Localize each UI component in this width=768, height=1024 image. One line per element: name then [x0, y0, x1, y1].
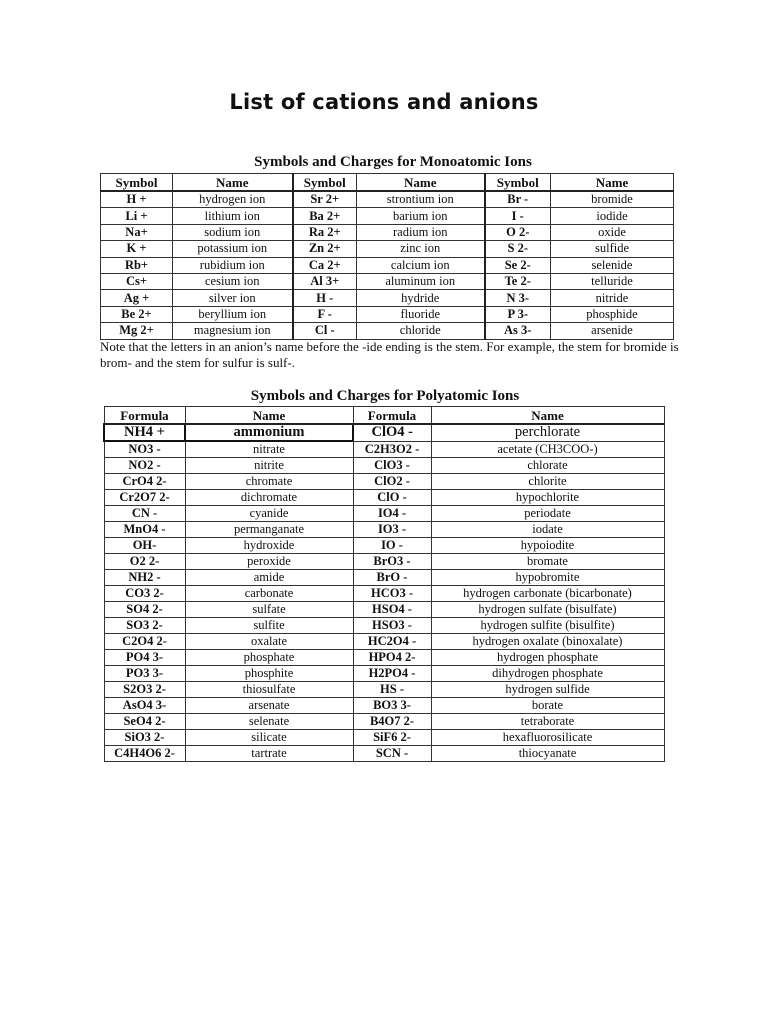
ion-formula-cell: OH-: [104, 538, 185, 554]
ion-symbol-cell: Br -: [485, 191, 551, 208]
ion-name-cell: thiosulfate: [185, 682, 353, 698]
ion-name-cell: bromide: [551, 191, 674, 208]
ion-name-cell: sulfate: [185, 602, 353, 618]
table-row: [104, 698, 664, 714]
ion-name-cell: hypoiodite: [431, 538, 664, 554]
monoatomic-ions-table: [100, 173, 674, 340]
ion-symbol-cell: Be 2+: [101, 306, 173, 322]
table-row: [101, 273, 674, 289]
table-row: [101, 191, 674, 208]
column-header-name: Name: [431, 407, 664, 425]
table-row: [104, 441, 664, 458]
ion-symbol-cell: K +: [101, 241, 173, 257]
table-row: [104, 714, 664, 730]
ion-symbol-cell: Zn 2+: [293, 241, 357, 257]
ion-symbol-cell: I -: [485, 208, 551, 224]
ion-formula-cell: IO3 -: [353, 522, 431, 538]
table-row: [104, 602, 664, 618]
ion-symbol-cell: Mg 2+: [101, 323, 173, 339]
ion-symbol-cell: Ra 2+: [293, 224, 357, 240]
ion-name-cell: phosphite: [185, 666, 353, 682]
column-header-name: Name: [357, 174, 485, 192]
ion-formula-cell: SiO3 2-: [104, 730, 185, 746]
column-header-formula: Formula: [353, 407, 431, 425]
ion-name-cell: magnesium ion: [173, 323, 293, 339]
table-row: [104, 570, 664, 586]
table-row: [101, 224, 674, 240]
ion-name-cell: carbonate: [185, 586, 353, 602]
table-row: [104, 634, 664, 650]
ion-formula-cell: B4O7 2-: [353, 714, 431, 730]
monoatomic-ions-body: [101, 191, 674, 339]
polyatomic-ions-table: [103, 406, 665, 762]
ion-symbol-cell: Ba 2+: [293, 208, 357, 224]
ion-formula-cell: C2H3O2 -: [353, 441, 431, 458]
ion-symbol-cell: H +: [101, 191, 173, 208]
table-row: [101, 306, 674, 322]
ion-name-cell: hypochlorite: [431, 490, 664, 506]
table-row: [101, 290, 674, 306]
ion-name-cell: sodium ion: [173, 224, 293, 240]
ion-symbol-cell: As 3-: [485, 323, 551, 339]
ion-name-cell: cesium ion: [173, 273, 293, 289]
column-header-symbol: Symbol: [101, 174, 173, 192]
table-row: [104, 618, 664, 634]
ion-symbol-cell: Li +: [101, 208, 173, 224]
ion-formula-cell: ClO3 -: [353, 458, 431, 474]
table-row: [104, 424, 664, 441]
ion-symbol-cell: N 3-: [485, 290, 551, 306]
ion-formula-cell: NH4 +: [104, 424, 185, 441]
ion-symbol-cell: Te 2-: [485, 273, 551, 289]
ion-formula-cell: Cr2O7 2-: [104, 490, 185, 506]
table-row: [104, 730, 664, 746]
ion-formula-cell: C4H4O6 2-: [104, 746, 185, 762]
ion-name-cell: selenate: [185, 714, 353, 730]
ion-symbol-cell: P 3-: [485, 306, 551, 322]
ion-formula-cell: CrO4 2-: [104, 474, 185, 490]
table-row: [104, 650, 664, 666]
ion-name-cell: silver ion: [173, 290, 293, 306]
table-row: [104, 554, 664, 570]
ion-name-cell: hydrogen sulfate (bisulfate): [431, 602, 664, 618]
ion-symbol-cell: Na+: [101, 224, 173, 240]
ion-formula-cell: BO3 3-: [353, 698, 431, 714]
table-row: [104, 506, 664, 522]
table-row: [101, 323, 674, 339]
ion-name-cell: silicate: [185, 730, 353, 746]
ion-symbol-cell: Ca 2+: [293, 257, 357, 273]
ion-name-cell: hydrogen carbonate (bicarbonate): [431, 586, 664, 602]
ion-name-cell: periodate: [431, 506, 664, 522]
ion-name-cell: chlorite: [431, 474, 664, 490]
ion-name-cell: aluminum ion: [357, 273, 485, 289]
table-row: [104, 522, 664, 538]
table-row: [101, 208, 674, 224]
ion-name-cell: tetraborate: [431, 714, 664, 730]
table-row: [104, 586, 664, 602]
ion-formula-cell: BrO -: [353, 570, 431, 586]
ion-symbol-cell: Se 2-: [485, 257, 551, 273]
ion-name-cell: hydrogen oxalate (binoxalate): [431, 634, 664, 650]
ion-name-cell: iodate: [431, 522, 664, 538]
ion-symbol-cell: Cl -: [293, 323, 357, 339]
ion-name-cell: acetate (CH3COO-): [431, 441, 664, 458]
ion-name-cell: strontium ion: [357, 191, 485, 208]
ion-symbol-cell: O 2-: [485, 224, 551, 240]
ion-symbol-cell: Ag +: [101, 290, 173, 306]
ion-formula-cell: SCN -: [353, 746, 431, 762]
ion-name-cell: permanganate: [185, 522, 353, 538]
ion-name-cell: phosphate: [185, 650, 353, 666]
ion-name-cell: potassium ion: [173, 241, 293, 257]
ion-name-cell: nitrite: [185, 458, 353, 474]
ion-formula-cell: PO4 3-: [104, 650, 185, 666]
ion-name-cell: beryllium ion: [173, 306, 293, 322]
ion-name-cell: thiocyanate: [431, 746, 664, 762]
ion-symbol-cell: F -: [293, 306, 357, 322]
ion-name-cell: nitride: [551, 290, 674, 306]
ion-name-cell: hydrogen ion: [173, 191, 293, 208]
ion-name-cell: arsenide: [551, 323, 674, 339]
table-row: [104, 490, 664, 506]
ion-formula-cell: IO -: [353, 538, 431, 554]
monoatomic-header-row: [101, 174, 674, 192]
ion-name-cell: zinc ion: [357, 241, 485, 257]
ion-name-cell: hypobromite: [431, 570, 664, 586]
ion-name-cell: hydrogen sulfide: [431, 682, 664, 698]
table-row: [104, 682, 664, 698]
ion-symbol-cell: S 2-: [485, 241, 551, 257]
table-row: [104, 538, 664, 554]
ion-name-cell: radium ion: [357, 224, 485, 240]
ion-name-cell: oxalate: [185, 634, 353, 650]
ion-name-cell: dihydrogen phosphate: [431, 666, 664, 682]
column-header-name: Name: [173, 174, 293, 192]
ion-formula-cell: HC2O4 -: [353, 634, 431, 650]
ion-formula-cell: NO3 -: [104, 441, 185, 458]
ion-formula-cell: HPO4 2-: [353, 650, 431, 666]
table-row: [104, 474, 664, 490]
ion-name-cell: hydroxide: [185, 538, 353, 554]
ion-name-cell: perchlorate: [431, 424, 664, 441]
ion-name-cell: bromate: [431, 554, 664, 570]
ion-formula-cell: HCO3 -: [353, 586, 431, 602]
ion-name-cell: phosphide: [551, 306, 674, 322]
ion-name-cell: tartrate: [185, 746, 353, 762]
ion-name-cell: barium ion: [357, 208, 485, 224]
ion-formula-cell: MnO4 -: [104, 522, 185, 538]
polyatomic-header-row: [104, 407, 664, 425]
ion-name-cell: amide: [185, 570, 353, 586]
ion-symbol-cell: Rb+: [101, 257, 173, 273]
column-header-symbol: Symbol: [293, 174, 357, 192]
ion-name-cell: selenide: [551, 257, 674, 273]
table-row: [104, 746, 664, 762]
column-header-name: Name: [185, 407, 353, 425]
ion-name-cell: hydrogen sulfite (bisulfite): [431, 618, 664, 634]
ion-symbol-cell: Al 3+: [293, 273, 357, 289]
ion-symbol-cell: Sr 2+: [293, 191, 357, 208]
ion-formula-cell: BrO3 -: [353, 554, 431, 570]
table-row: [101, 257, 674, 273]
ion-name-cell: sulfite: [185, 618, 353, 634]
ion-formula-cell: AsO4 3-: [104, 698, 185, 714]
ion-name-cell: oxide: [551, 224, 674, 240]
ion-name-cell: hexafluorosilicate: [431, 730, 664, 746]
ion-formula-cell: ClO -: [353, 490, 431, 506]
column-header-formula: Formula: [104, 407, 185, 425]
ion-name-cell: chlorate: [431, 458, 664, 474]
ion-name-cell: cyanide: [185, 506, 353, 522]
ion-name-cell: arsenate: [185, 698, 353, 714]
ion-name-cell: chromate: [185, 474, 353, 490]
table-row: [101, 241, 674, 257]
ion-name-cell: chloride: [357, 323, 485, 339]
column-header-symbol: Symbol: [485, 174, 551, 192]
polyatomic-ions-title: Symbols and Charges for Polyatomic Ions: [250, 388, 520, 404]
ion-formula-cell: HSO3 -: [353, 618, 431, 634]
ion-name-cell: hydrogen phosphate: [431, 650, 664, 666]
ion-name-cell: rubidium ion: [173, 257, 293, 273]
page-title: List of cations and anions: [229, 90, 539, 114]
ion-name-cell: lithium ion: [173, 208, 293, 224]
ion-formula-cell: O2 2-: [104, 554, 185, 570]
ion-formula-cell: SO4 2-: [104, 602, 185, 618]
monoatomic-ions-title: Symbols and Charges for Monoatomic Ions: [254, 154, 532, 170]
ion-name-cell: telluride: [551, 273, 674, 289]
ion-formula-cell: NO2 -: [104, 458, 185, 474]
ion-name-cell: sulfide: [551, 241, 674, 257]
ion-name-cell: nitrate: [185, 441, 353, 458]
ion-name-cell: calcium ion: [357, 257, 485, 273]
ion-formula-cell: CO3 2-: [104, 586, 185, 602]
ion-symbol-cell: H -: [293, 290, 357, 306]
ion-formula-cell: ClO2 -: [353, 474, 431, 490]
table-row: [104, 666, 664, 682]
ion-name-cell: hydride: [357, 290, 485, 306]
ion-formula-cell: ClO4 -: [353, 424, 431, 441]
stem-note: Note that the letters in an anion’s name before the -ide ending is the stem. For example, the stem for bromide is brom- and the stem for sulfur is sulf-.: [100, 339, 679, 370]
ion-formula-cell: S2O3 2-: [104, 682, 185, 698]
ion-formula-cell: SiF6 2-: [353, 730, 431, 746]
ion-name-cell: fluoride: [357, 306, 485, 322]
ion-formula-cell: SeO4 2-: [104, 714, 185, 730]
ion-name-cell: dichromate: [185, 490, 353, 506]
ion-formula-cell: C2O4 2-: [104, 634, 185, 650]
ion-name-cell: ammonium: [185, 424, 353, 441]
column-header-name: Name: [551, 174, 674, 192]
ion-name-cell: borate: [431, 698, 664, 714]
ion-formula-cell: NH2 -: [104, 570, 185, 586]
ion-name-cell: iodide: [551, 208, 674, 224]
ion-formula-cell: SO3 2-: [104, 618, 185, 634]
ion-formula-cell: HSO4 -: [353, 602, 431, 618]
ion-formula-cell: IO4 -: [353, 506, 431, 522]
ion-formula-cell: H2PO4 -: [353, 666, 431, 682]
ion-symbol-cell: Cs+: [101, 273, 173, 289]
ion-name-cell: peroxide: [185, 554, 353, 570]
ion-formula-cell: HS -: [353, 682, 431, 698]
table-row: [104, 458, 664, 474]
polyatomic-ions-body: [104, 424, 664, 762]
ion-formula-cell: CN -: [104, 506, 185, 522]
ion-formula-cell: PO3 3-: [104, 666, 185, 682]
